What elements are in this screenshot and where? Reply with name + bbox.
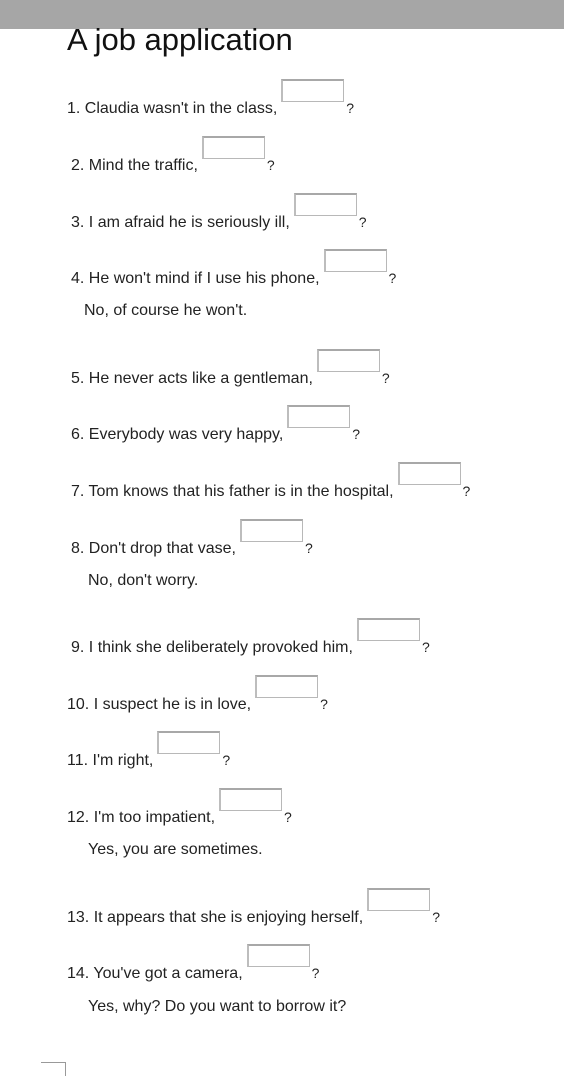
- question-9: [71, 629, 430, 658]
- sample-answer-14: Yes, why? Do you want to borrow it?: [88, 998, 347, 1015]
- question-number: 8.: [71, 540, 85, 557]
- question-text: Claudia wasn't in the class,: [84, 100, 278, 117]
- question-4: [71, 260, 396, 289]
- question-number: 6.: [71, 426, 85, 443]
- question-text: You've got a camera,: [93, 965, 243, 982]
- question-mark: ?: [222, 752, 231, 768]
- question-14: [67, 955, 319, 984]
- question-mark: ?: [381, 370, 390, 386]
- question-text: I am afraid he is seriously ill,: [88, 214, 290, 231]
- question-text: Everybody was very happy,: [88, 426, 284, 443]
- question-number: 2.: [71, 157, 85, 174]
- sample-answer-12: Yes, you are sometimes.: [88, 841, 263, 858]
- answer-field-13[interactable]: [367, 888, 430, 911]
- question-text: I'm right,: [92, 752, 154, 769]
- question-12: [67, 799, 292, 828]
- question-mark: ?: [421, 639, 430, 655]
- question-number: 11.: [67, 752, 89, 769]
- answer-field-8[interactable]: [240, 519, 303, 542]
- page-corner-mark: [41, 1062, 66, 1076]
- question-number: 14.: [67, 965, 90, 982]
- answer-field-7[interactable]: [398, 462, 461, 485]
- question-number: 5.: [71, 370, 85, 387]
- question-text: He won't mind if I use his phone,: [88, 270, 320, 287]
- question-mark: ?: [284, 809, 292, 825]
- question-10: [67, 686, 328, 715]
- question-text: I'm too impatient,: [93, 809, 216, 826]
- question-1: [67, 90, 354, 119]
- question-3: [71, 204, 367, 233]
- question-mark: ?: [432, 909, 440, 925]
- sample-answer-8: No, don't worry.: [88, 572, 199, 589]
- question-2: [71, 147, 275, 176]
- question-mark: ?: [462, 483, 471, 499]
- question-11: [67, 742, 230, 771]
- question-mark: ?: [311, 965, 320, 981]
- answer-field-1[interactable]: [281, 79, 344, 102]
- answer-field-14[interactable]: [247, 944, 310, 967]
- answer-field-6[interactable]: [287, 405, 350, 428]
- question-number: 13.: [67, 909, 90, 926]
- answer-field-2[interactable]: [202, 136, 265, 159]
- answer-field-9[interactable]: [357, 618, 420, 641]
- question-number: 3.: [71, 214, 85, 231]
- question-number: 7.: [71, 483, 85, 500]
- question-text: I suspect he is in love,: [93, 696, 252, 713]
- question-6: [71, 416, 360, 445]
- question-text: Mind the traffic,: [88, 157, 198, 174]
- question-mark: ?: [388, 270, 397, 286]
- answer-field-3[interactable]: [294, 193, 357, 216]
- question-8: [71, 530, 313, 559]
- question-number: 1.: [67, 100, 81, 117]
- question-text: He never acts like a gentleman,: [88, 370, 313, 387]
- question-mark: ?: [358, 214, 367, 230]
- question-text: It appears that she is enjoying herself,: [93, 909, 364, 926]
- question-13: [67, 899, 440, 928]
- page-title: A job application: [67, 22, 293, 57]
- answer-field-5[interactable]: [317, 349, 380, 372]
- answer-field-10[interactable]: [255, 675, 318, 698]
- question-number: 9.: [71, 639, 85, 656]
- answer-field-4[interactable]: [324, 249, 387, 272]
- question-mark: ?: [346, 100, 355, 116]
- question-text: Don't drop that vase,: [88, 540, 236, 557]
- question-text: I think she deliberately provoked him,: [88, 639, 353, 656]
- question-number: 10.: [67, 696, 90, 713]
- question-mark: ?: [266, 157, 275, 173]
- question-number: 12.: [67, 809, 90, 826]
- question-5: [71, 360, 390, 389]
- answer-field-12[interactable]: [219, 788, 282, 811]
- sample-answer-4: No, of course he won't.: [84, 302, 248, 319]
- question-mark: ?: [352, 426, 361, 442]
- answer-field-11[interactable]: [157, 731, 220, 754]
- question-7: [71, 473, 470, 502]
- question-number: 4.: [71, 270, 85, 287]
- question-text: Tom knows that his father is in the hospital,: [88, 483, 394, 500]
- question-mark: ?: [320, 696, 328, 712]
- question-mark: ?: [304, 540, 313, 556]
